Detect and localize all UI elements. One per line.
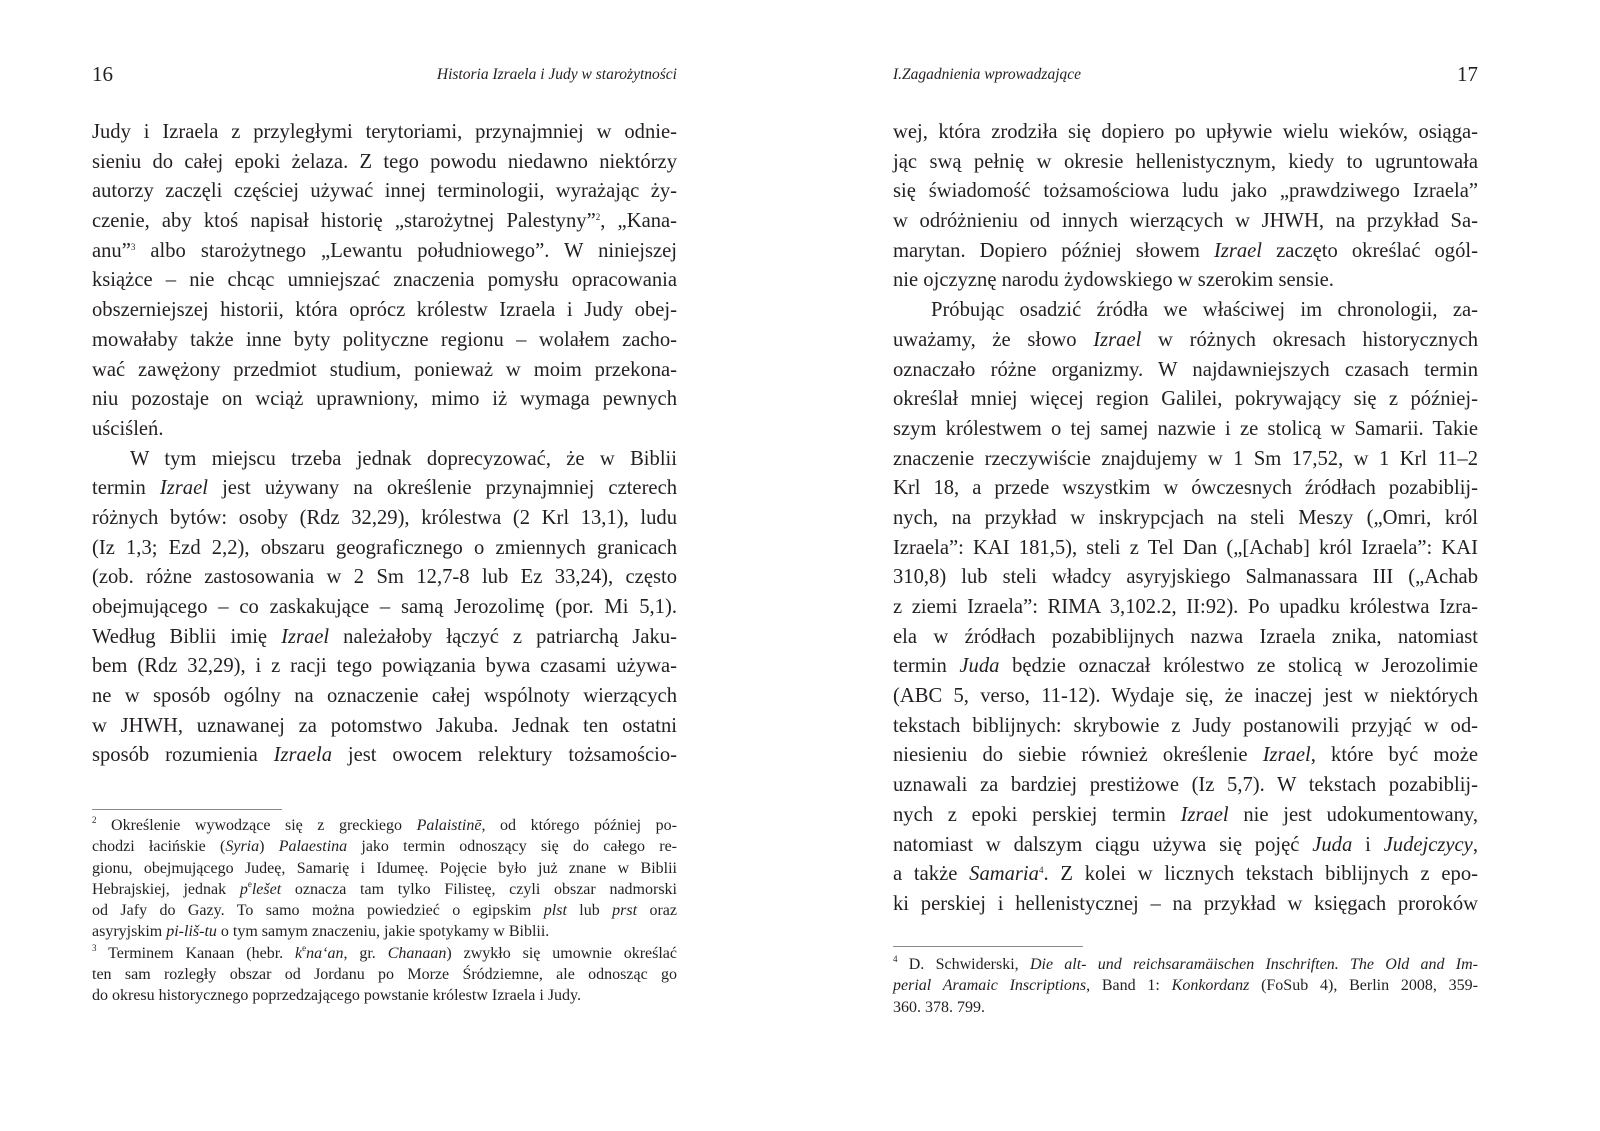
italic-term: Konkordanz bbox=[1171, 977, 1250, 995]
text-line: marytan. Dopiero później słowem Izrael zaczęto określać ogól- bbox=[893, 239, 1478, 262]
text-line: nie ojczyznę narodu żydowskiego w szerokim sensie. bbox=[893, 269, 1334, 292]
italic-term: na‘an bbox=[306, 944, 344, 962]
footnotes bbox=[92, 815, 677, 1007]
italic-term: Izraela bbox=[273, 744, 333, 767]
footnote-line: $^4$ D. Schwiderski, Die alt- und reichsaramäischen Inschriften. The Old and Im- bbox=[893, 954, 1479, 973]
italic-term: prst bbox=[612, 902, 638, 920]
italic-term: Izrael bbox=[1180, 803, 1229, 826]
text-line: Według Biblii imię Izrael należałoby łączyć z patriarchą Jaku- bbox=[92, 625, 678, 648]
footnote-line: $^3$ Terminem Kanaan (hebr. $k^ena‘an$, gr. Chanaan) zwykło się umownie określać bbox=[92, 942, 677, 962]
text-line: Próbując osadzić źródła we właściwej im chronologii, za- bbox=[931, 299, 1478, 322]
italic-term: perial Aramaic Inscriptions bbox=[893, 977, 1087, 995]
text-line: z ziemi Izraela”: RIMA 3,102.2, II:92). Po upadku królestwa Izra- bbox=[893, 596, 1478, 618]
text-line: W tym miejscu trzeba jednak doprecyzować, że w Biblii bbox=[130, 447, 677, 470]
footnote-ref: 2 bbox=[595, 212, 601, 223]
text-line: obejmującego – co zaskakujące – samą Jerozolimę (por. Mi 5,1). bbox=[92, 596, 677, 618]
footnote-ref: e bbox=[302, 942, 307, 953]
text-line: Krl 18, a przede wszystkim w ówczesnych źródłach pozabiblij- bbox=[893, 477, 1478, 500]
text-line: Judy i Izraela z przyległymi terytoriami, przynajmniej w odnie- bbox=[92, 121, 677, 143]
text-line: (zob. różne zastosowania w 2 Sm 12,7-8 lub Ez 33,24), często bbox=[92, 566, 677, 589]
text-line: w JHWH, uznawanej za potomstwo Jakuba. Jednak ten ostatni bbox=[92, 714, 677, 737]
body-text bbox=[893, 118, 1478, 920]
italic-term: pi-liš-tu bbox=[166, 923, 217, 941]
text-line: a także Samaria$^4$. Z kolei w licznych tekstach biblijnych z epo- bbox=[893, 863, 1478, 886]
italic-term: Chanaan bbox=[387, 944, 447, 962]
text-line: sposób rozumienia Izraela jest owocem relektury tożsamościo- bbox=[92, 744, 677, 767]
footnote-ref: 4 bbox=[1038, 865, 1044, 876]
text-line: uściśleń. bbox=[92, 417, 164, 440]
footnote-line: asyryjskim pi-liš-tu o tym samym znaczeniu, jakie spotykamy w Biblii. bbox=[92, 923, 550, 941]
text-line: czenie, aby ktoś napisał historię „starożytnej Palestyny”$^2$, „Kana- bbox=[92, 210, 677, 233]
text-line: nych, na przykład w inskrypcjach na steli Meszy („Omri, król bbox=[893, 506, 1478, 529]
footnote-line: od Jafy do Gazy. To samo można powiedzieć o egipskim plst lub prst oraz bbox=[92, 902, 678, 920]
footnote-line: do okresu historycznego poprzedzającego powstanie królestw Izraela i Judy. bbox=[92, 987, 582, 1005]
text-line: ne w sposób ogólny na oznaczenie całej wspólnoty wierzących bbox=[92, 685, 677, 708]
text-line: niesieniu do siebie również określenie Izrael, które być może bbox=[893, 744, 1478, 767]
footnote-line: 360. 378. 799. bbox=[893, 998, 985, 1016]
italic-term: Judejczycy bbox=[1383, 833, 1473, 856]
text-line: uważamy, że słowo Izrael w różnych okresach historycznych bbox=[893, 328, 1478, 351]
text-line: Izraela”: KAI 181,5), steli z Tel Dan („[Achab] król Izraela”: KAI bbox=[893, 536, 1478, 559]
text-line: znaczenie rzeczywiście znajdujemy w 1 Sm 17,52, w 1 Krl 11–2 bbox=[893, 447, 1478, 470]
italic-term: Izrael bbox=[159, 477, 208, 500]
text-line: anu”$^3$ albo starożytnego „Lewantu południowego”. W niniejszej bbox=[92, 239, 677, 262]
italic-term: p bbox=[239, 880, 248, 898]
footnote-ref: 2 bbox=[92, 815, 97, 825]
italic-term: Palaestina bbox=[278, 838, 348, 856]
italic-term: Izrael bbox=[1213, 239, 1263, 262]
text-line: oznaczało różne organizmy. W najdawniejszych czasach termin bbox=[893, 358, 1478, 381]
text-line: szym królestwem o tej samej nazwie i ze stolicą w Samarii. Takie bbox=[893, 417, 1478, 440]
running-head bbox=[893, 62, 1478, 92]
italic-term: Die alt- und reichsaramäischen Inschriften. The Old and Im- bbox=[1029, 956, 1479, 973]
italic-term: Izrael bbox=[1093, 328, 1142, 351]
page-number: 16 bbox=[92, 62, 113, 86]
text-line: nych z epoki perskiej termin Izrael nie jest udokumentowany, bbox=[893, 803, 1478, 826]
text-line: książce – nie chcąc umniejszać znaczenia pomysłu opracowania bbox=[92, 269, 677, 292]
footnote-separator bbox=[893, 946, 1083, 947]
text-line: (Iz 1,3; Ezd 2,2), obszaru geograficznego o zmiennych granicach bbox=[92, 536, 677, 559]
book-title-header: Historia Izraela i Judy w starożytności bbox=[436, 66, 677, 83]
italic-term: lešet bbox=[251, 880, 282, 898]
text-line: 310,8) lub steli władcy asyryjskiego Salmanassara III („Achab bbox=[893, 566, 1478, 589]
text-line: wej, która zrodziła się dopiero po upływie wielu wieków, osiąga- bbox=[893, 121, 1478, 143]
italic-term: Juda bbox=[1312, 833, 1353, 856]
footnote-line: ten sam rozległy obszar od Jordanu po Morze Śródziemne, ale odnosząc go bbox=[92, 966, 677, 984]
footnote-line: gionu, obejmującego Judeę, Samarię i Idumeę. Pojęcie było już znane w Biblii bbox=[92, 859, 677, 877]
footnote-line: perial Aramaic Inscriptions, Band 1: Konkordanz (FoSub 4), Berlin 2008, 359- bbox=[893, 977, 1479, 995]
footnote-ref: 3 bbox=[130, 241, 136, 252]
footnote-ref: 3 bbox=[92, 942, 97, 953]
text-line: natomiast w dalszym ciągu używa się pojęć Juda i Judejczycy, bbox=[893, 833, 1478, 856]
text-line: termin Juda będzie oznaczał królestwo ze stolicą w Jerozolimie bbox=[893, 655, 1479, 678]
footnote-ref: 4 bbox=[893, 954, 898, 964]
text-line: w odróżnieniu od innych wierzących w JHWH, na przykład Sa- bbox=[893, 210, 1478, 233]
text-line: różnych bytów: osoby (Rdz 32,29), królestwa (2 Krl 13,1), ludu bbox=[92, 506, 677, 529]
footnote-line: $^2$ Określenie wywodzące się z greckiego Palaistinē, od którego później po- bbox=[92, 815, 677, 834]
text-line: tekstach biblijnych: skrybowie z Judy postanowili przyjąć w od- bbox=[893, 714, 1478, 737]
chapter-title-header: I.Zagadnienia wprowadzające bbox=[893, 66, 1082, 83]
text-line: uznawali za bardziej prestiżowe (Iz 5,7). W tekstach pozabiblij- bbox=[893, 774, 1478, 797]
text-line: autorzy zaczęli częściej używać innej terminologii, wyrażając ży- bbox=[92, 180, 677, 203]
text-line: sieniu do całej epoki żelaza. Z tego powodu niedawno niektórzy bbox=[92, 150, 677, 173]
footnote-line: Hebrajskiej, jednak $p^elešet$ oznacza tam tylko Filisteę, czyli obszar nadmorski bbox=[92, 878, 677, 898]
page-number: 17 bbox=[1457, 62, 1478, 86]
text-line: mowałaby także inne byty polityczne regionu – wolałem zacho- bbox=[92, 328, 677, 351]
text-line: bem (Rdz 32,29), i z racji tego powiązania bywa czasami używa- bbox=[92, 655, 677, 678]
footnote-line: chodzi łacińskie (Syria) Palaestina jako termin odnoszący się do całego re- bbox=[92, 838, 678, 856]
italic-term: Izrael bbox=[1262, 744, 1311, 767]
body-text bbox=[92, 118, 677, 771]
text-line: ela w źródłach pozabiblijnych nazwa Izraela znika, natomiast bbox=[893, 625, 1478, 648]
footnote-separator bbox=[92, 809, 282, 810]
text-line: (ABC 5, verso, 11-12). Wydaje się, że inaczej jest w niektórych bbox=[893, 685, 1478, 708]
left-page bbox=[92, 0, 677, 1131]
text-line: ki perskiej i hellenistycznej – na przykład w księgach proroków bbox=[893, 892, 1478, 915]
running-head bbox=[92, 62, 677, 92]
italic-term: Izrael bbox=[281, 625, 330, 648]
italic-term: Juda bbox=[959, 655, 1000, 678]
text-line: termin Izrael jest używany na określenie przynajmniej czterech bbox=[92, 477, 678, 500]
text-line: jąc swą pełnię w okresie hellenistycznym, kiedy to ugruntowała bbox=[893, 150, 1478, 173]
footnote-ref: e bbox=[247, 878, 252, 889]
text-line: niu pozostaje on wciąż uprawniony, mimo iż wymaga pewnych bbox=[92, 388, 677, 411]
text-line: wać zawężony przedmiot studium, ponieważ w moim przekona- bbox=[92, 358, 677, 381]
right-page bbox=[893, 0, 1478, 1131]
italic-term: Palaistinē bbox=[416, 817, 482, 834]
italic-term: k bbox=[295, 944, 303, 962]
italic-term: Syria bbox=[225, 838, 260, 856]
text-line: obszerniejszej historii, która oprócz królestw Izraela i Judy obej- bbox=[92, 299, 677, 322]
italic-term: Samaria bbox=[969, 863, 1039, 886]
italic-term: plst bbox=[543, 902, 567, 920]
text-line: określał mniej więcej region Galilei, pokrywający się z później- bbox=[893, 388, 1478, 411]
footnotes bbox=[893, 954, 1478, 1018]
text-line: się świadomość tożsamościowa ludu jako „prawdziwego Izraela” bbox=[893, 180, 1478, 203]
